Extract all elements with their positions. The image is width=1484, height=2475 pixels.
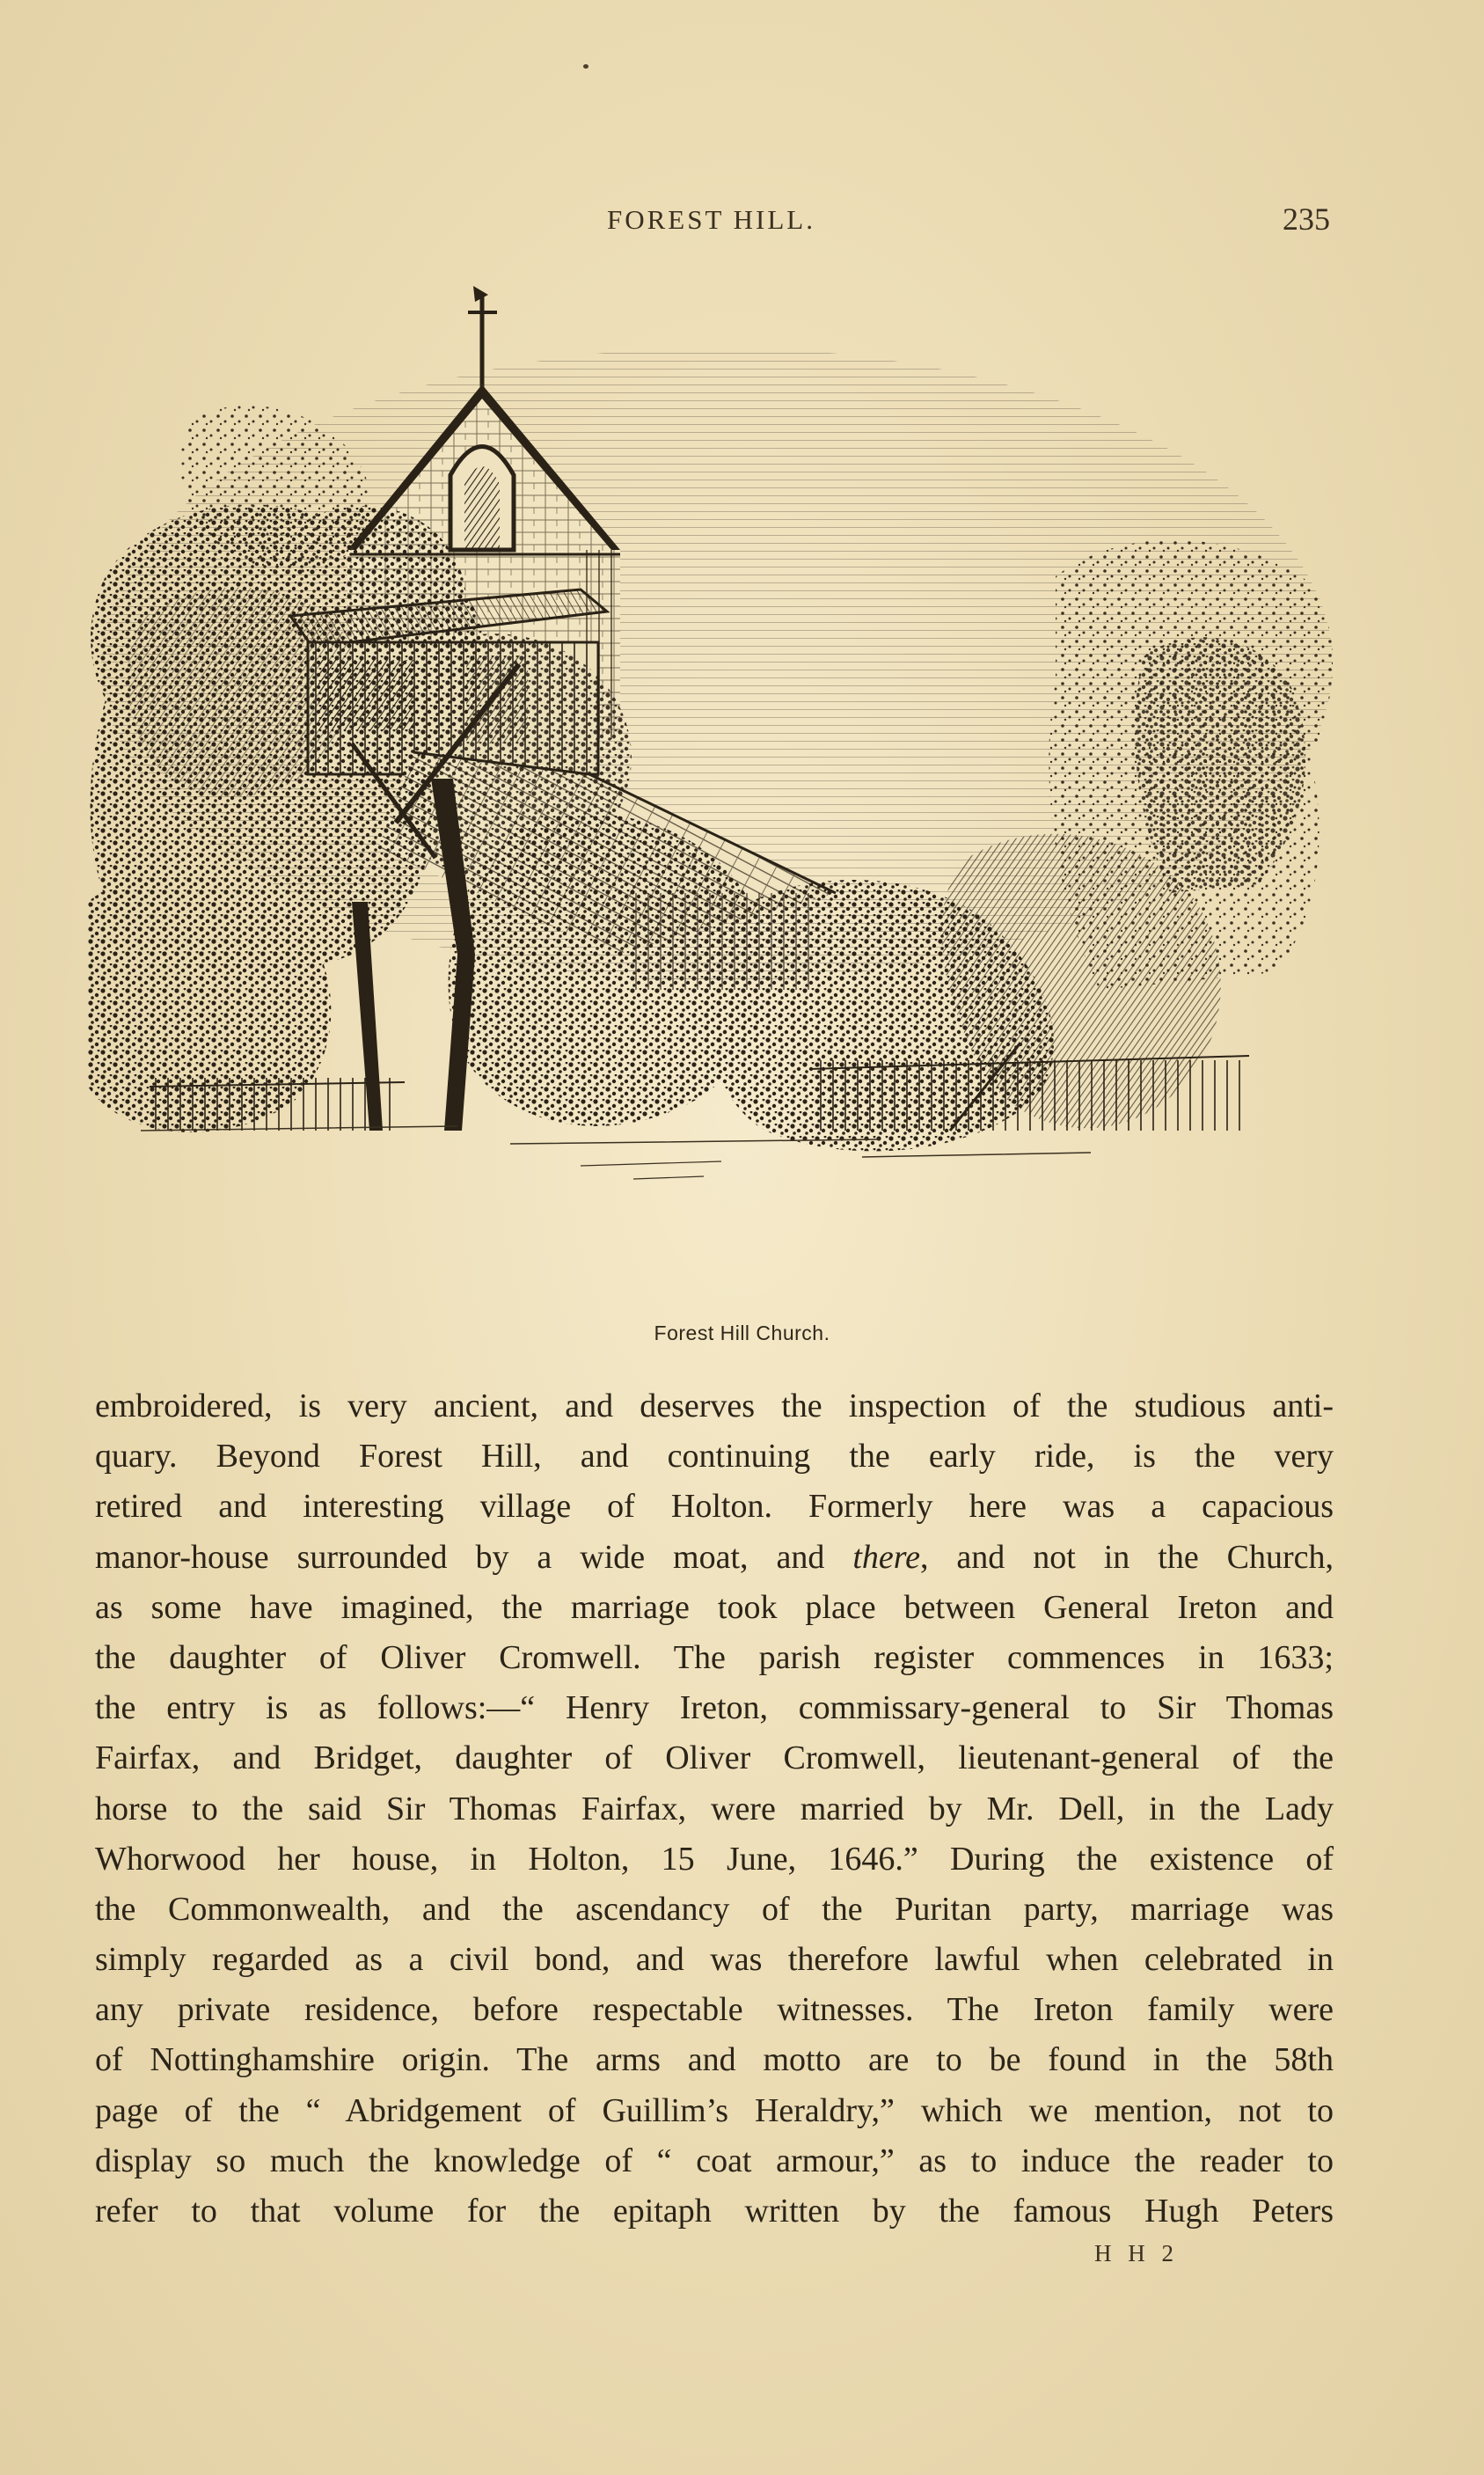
text-line: as some have imagined, the marriage took place between General Ireton and: [95, 1588, 1334, 1626]
text-line: the entry is as follows:—“ Henry Ireton, commissary-general to Sir Thomas: [95, 1689, 1334, 1727]
text-line: the Commonwealth, and the ascendancy of the Puritan party, marriage was: [95, 1890, 1334, 1928]
text-line: quary. Beyond Forest Hill, and continuing the early ride, is the very: [95, 1438, 1334, 1475]
text-line: refer to that volume for the epitaph written by the famous Hugh Peters: [95, 2193, 1334, 2230]
text-line: Whorwood her house, in Holton, 15 June, 1646.” During the existence of: [95, 1840, 1334, 1878]
text-line: of Nottinghamshire origin. The arms and motto are to be found in the 58th: [95, 2041, 1334, 2079]
text-line: page of the “ Abridgement of Guillim’s Heraldry,” which we mention, not to: [95, 2091, 1334, 2129]
running-title: FOREST HILL.: [607, 204, 815, 235]
ink-speck: [583, 64, 588, 69]
emphasis-there: there: [852, 1538, 920, 1576]
page-number: 235: [1283, 201, 1330, 237]
text-line: the daughter of Oliver Cromwell. The parish register commences in 1633;: [95, 1638, 1334, 1676]
signature-mark: H H 2: [1094, 2240, 1179, 2266]
text-line: manor-house surrounded by a wide moat, and there, and not in the Church,: [95, 1538, 1334, 1576]
body-paragraph: [95, 1381, 1334, 2237]
illustration-caption: Forest Hill Church.: [654, 1322, 830, 1344]
text-line: embroidered, is very ancient, and deserves the inspection of the studious anti-: [95, 1388, 1334, 1424]
text-line: retired and interesting village of Holton. Formerly here was a capacious: [95, 1488, 1334, 1526]
text-line: display so much the knowledge of “ coat armour,” as to induce the reader to: [95, 2142, 1334, 2179]
text-line: horse to the said Sir Thomas Fairfax, were married by Mr. Dell, in the Lady: [95, 1790, 1334, 1827]
church-engraving: [88, 286, 1346, 1324]
running-head: [0, 201, 1484, 241]
text-line: any private residence, before respectable witnesses. The Ireton family were: [95, 1991, 1334, 2029]
text-line: Fairfax, and Bridget, daughter of Oliver Cromwell, lieutenant-general of the: [95, 1739, 1334, 1777]
text-line: simply regarded as a civil bond, and was therefore lawful when celebrated in: [95, 1941, 1334, 1979]
